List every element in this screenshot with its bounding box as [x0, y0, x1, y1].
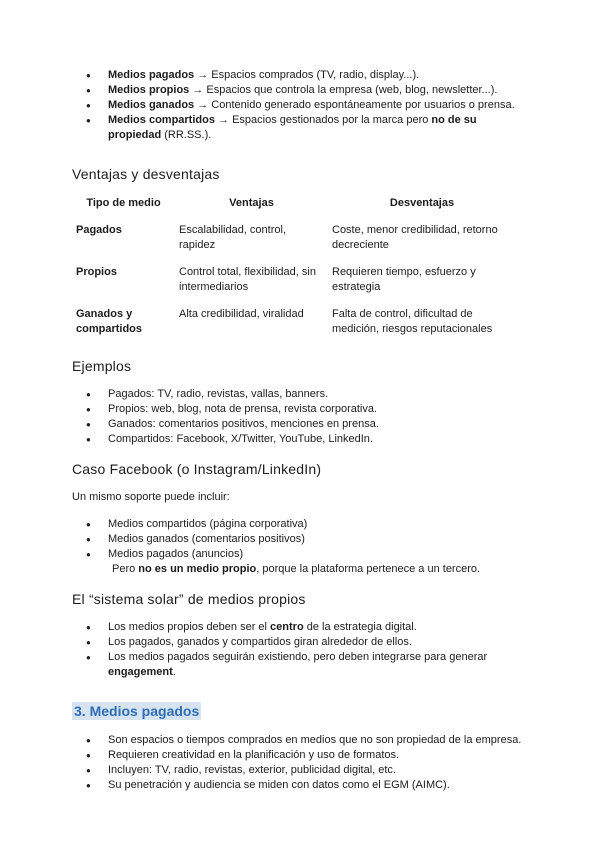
table-header: Ventajas — [229, 197, 274, 209]
list-item: ● Medios ganados → Contenido generado espontáneamente por usuarios o prensa. — [72, 98, 528, 113]
medios-pagados-list — [72, 733, 528, 793]
table-header: Tipo de medio — [86, 197, 161, 209]
caso-note: Pero no es un medio propio, porque la plataforma pertenece a un tercero. — [112, 563, 481, 575]
list-item: ● Los medios pagados seguirán existiendo, pero deben integrarse para generar engagement. — [72, 650, 528, 680]
table-cell: Requieren tiempo, esfuerzo y estrategia — [332, 266, 476, 293]
list-item: ● Medios pagados → Espacios comprados (TV, radio, display...). — [72, 68, 528, 83]
table-cell: Alta credibilidad, viralidad — [179, 308, 304, 320]
list-item: ● Requieren creatividad en la planificación y uso de formatos. — [72, 748, 528, 763]
list-item: ● Medios compartidos → Espacios gestionados por la marca pero no de su propiedad (RR.SS.). — [72, 113, 528, 143]
table-row — [72, 265, 516, 307]
list-item: ● Son espacios o tiempos comprados en medios que no son propiedad de la empresa. — [72, 733, 528, 748]
table-row — [72, 307, 516, 349]
list-item: ● Pagados: TV, radio, revistas, vallas, banners. — [72, 387, 528, 402]
table-cell: Falta de control, dificultad de medición, riesgos reputacionales — [332, 308, 493, 335]
table-header: Desventajas — [389, 197, 455, 209]
table-row — [72, 223, 516, 265]
list-item: ● Medios ganados (comentarios positivos) — [72, 532, 528, 547]
list-item: ● Medios compartidos (página corporativa) — [72, 517, 528, 532]
list-item: ● Medios pagados (anuncios) — [72, 547, 528, 562]
list-item: ● Su penetración y audiencia se miden con datos como el EGM (AIMC). — [72, 778, 528, 793]
caso-list — [72, 517, 528, 562]
list-item: ● Compartidos: Facebook, X/Twitter, YouTube, LinkedIn. — [72, 432, 528, 447]
section-title-ventajas: Ventajas y desventajas — [72, 166, 220, 182]
table-cell: Escalabilidad, control, rapidez — [179, 224, 287, 251]
list-item: ● Incluyen: TV, radio, revistas, exterior, publicidad digital, etc. — [72, 763, 528, 778]
list-item: ● Propios: web, blog, nota de prensa, revista corporativa. — [72, 402, 528, 417]
section-title-ejemplos: Ejemplos — [72, 358, 132, 374]
table-cell: Ganados y compartidos — [76, 308, 143, 335]
table-cell: Coste, menor credibilidad, retorno decreciente — [332, 224, 498, 251]
table-cell: Propios — [76, 266, 117, 278]
table-cell: Control total, flexibilidad, sin intermediarios — [179, 266, 316, 293]
list-item: ● Los medios propios deben ser el centro de la estrategia digital. — [72, 620, 528, 635]
caso-intro: Un mismo soporte puede incluir: — [72, 491, 230, 503]
ejemplos-list — [72, 387, 528, 447]
section-title-sistema: El “sistema solar” de medios propios — [72, 591, 306, 607]
sistema-list — [72, 620, 528, 680]
section-title-medios-pagados: 3. Medios pagados — [74, 703, 200, 719]
comparison-table — [72, 196, 516, 349]
section-title-caso: Caso Facebook (o Instagram/LinkedIn) — [72, 461, 322, 477]
list-item: ● Los pagados, ganados y compartidos giran alrededor de ellos. — [72, 635, 528, 650]
list-item: ● Ganados: comentarios positivos, menciones en prensa. — [72, 417, 528, 432]
table-header-row — [72, 196, 516, 223]
table-cell: Pagados — [76, 224, 122, 236]
media-types-list — [72, 68, 528, 143]
list-item: ● Medios propios → Espacios que controla la empresa (web, blog, newsletter...). — [72, 83, 528, 98]
